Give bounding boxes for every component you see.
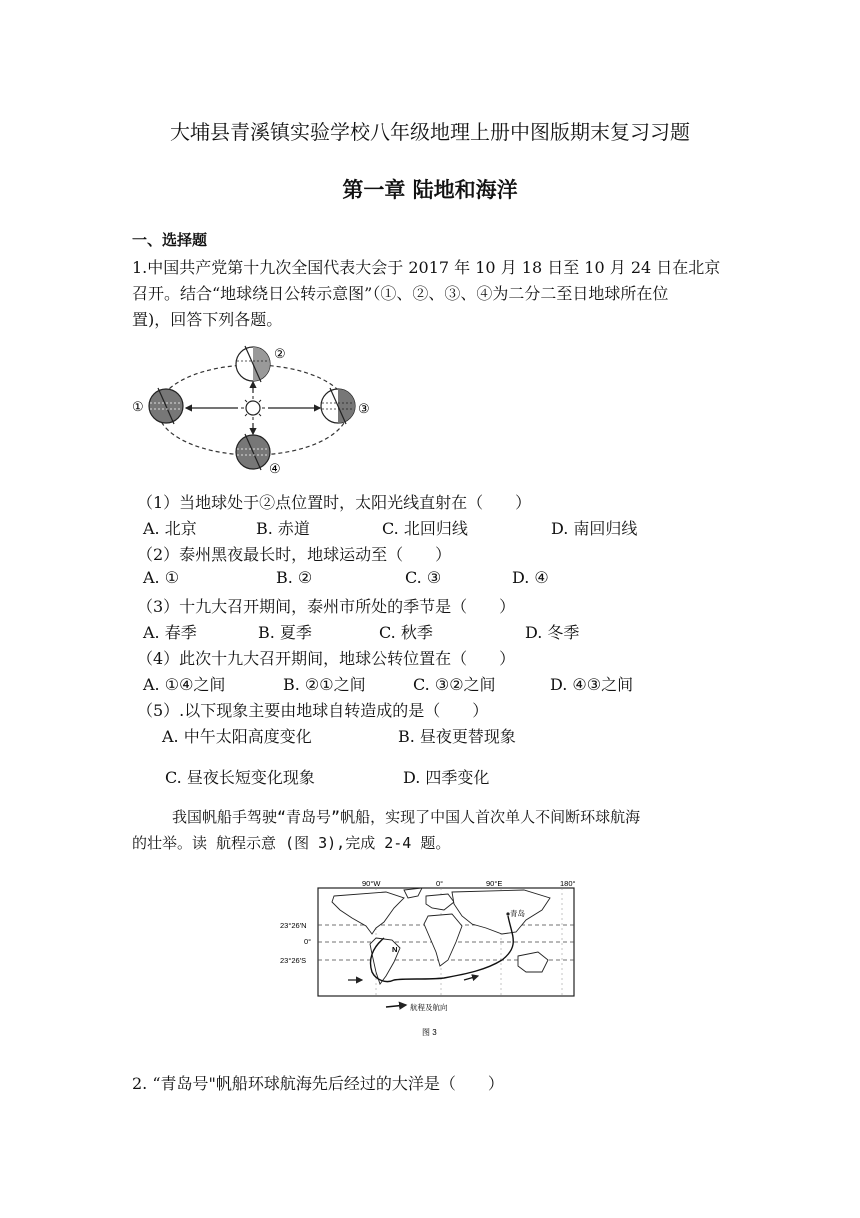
option: A. 春季 <box>143 623 197 642</box>
section-heading: 一、选择题 <box>132 231 208 249</box>
sun-icon <box>241 396 265 420</box>
option: B. 昼夜更替现象 <box>398 727 516 746</box>
q1-stem-line: 召开。结合“地球绕日公转示意图”（①、②、③、④为二分二至日地球所在位 <box>132 284 669 303</box>
option: B. 夏季 <box>258 623 312 642</box>
longitude-label: 0° <box>436 879 444 888</box>
orbit-label: ② <box>274 346 286 361</box>
option: C. ③ <box>405 568 442 587</box>
option: B. ②①之间 <box>283 675 366 694</box>
option: D. 冬季 <box>525 623 580 642</box>
option: A. ①④之间 <box>143 675 226 694</box>
option: A. 中午太阳高度变化 <box>162 727 312 746</box>
orbit-label: ③ <box>358 401 370 416</box>
option: D. 四季变化 <box>403 768 490 787</box>
chapter-title: 第一章 陆地和海洋 <box>342 178 518 202</box>
sub-question: （5）.以下现象主要由地球自转造成的是（ ） <box>137 701 489 720</box>
q1-stem-line: 1.中国共产党第十九次全国代表大会于 2017 年 10 月 18 日至 10 月 24 日在北京 <box>132 258 721 277</box>
sub-question: （1）当地球处于②点位置时，太阳光线直射在（ ） <box>137 493 532 512</box>
longitude-label: 90°E <box>486 879 503 888</box>
option: B. 赤道 <box>256 519 310 538</box>
option: B. ② <box>276 568 313 587</box>
option: D. ④③之间 <box>550 675 634 694</box>
longitude-label: 90°W <box>362 879 381 888</box>
sub-question: （3）十九大召开期间，泰州市所处的季节是（ ） <box>137 597 516 616</box>
earth-position-2 <box>236 346 270 382</box>
q2-stem: 2. “青岛号"帆船环球航海先后经过的大洋是（ ） <box>132 1074 504 1093</box>
q1-stem-line: 置)，回答下列各题。 <box>132 310 283 329</box>
earth-position-1 <box>149 388 183 424</box>
option: A. ① <box>143 568 180 587</box>
option: A. 北京 <box>143 519 197 538</box>
longitude-label: 180° <box>560 879 576 888</box>
orbit-label: ① <box>132 399 144 414</box>
option: C. 北回归线 <box>382 519 468 538</box>
option: C. 秋季 <box>379 623 433 642</box>
sub-question: （4）此次十九大召开期间，地球公转位置在（ ） <box>137 649 516 668</box>
sub-question: （2）泰州黑夜最长时，地球运动至（ ） <box>137 545 452 564</box>
intro-line: 的壮举。读 航程示意 (图 3),完成 2-4 题。 <box>132 834 451 852</box>
document-title: 大埔县青溪镇实验学校八年级地理上册中图版期末复习习题 <box>170 120 690 144</box>
option: D. ④ <box>512 568 549 587</box>
legend-label: 航程及航向 <box>410 1003 448 1012</box>
option: C. ③②之间 <box>413 675 496 694</box>
option: D. 南回归线 <box>551 519 638 538</box>
latitude-label: 23°26′N <box>280 921 307 930</box>
map-caption: 图 3 <box>422 1028 437 1037</box>
intro-line: 我国帆船手驾驶“青岛号”帆船，实现了中国人首次单人不间断环球航海 <box>172 808 641 826</box>
earth-orbit-diagram <box>128 340 378 480</box>
option: C. 昼夜长短变化现象 <box>165 768 315 787</box>
map-n-label: N <box>392 945 398 954</box>
latitude-label: 0° <box>304 937 312 946</box>
latitude-label: 23°26′S <box>280 956 307 965</box>
voyage-route-map <box>276 876 586 1044</box>
earth-position-4 <box>236 434 270 470</box>
earth-position-3 <box>321 388 355 424</box>
orbit-label: ④ <box>269 461 281 476</box>
qingdao-label: 青岛 <box>510 909 525 918</box>
